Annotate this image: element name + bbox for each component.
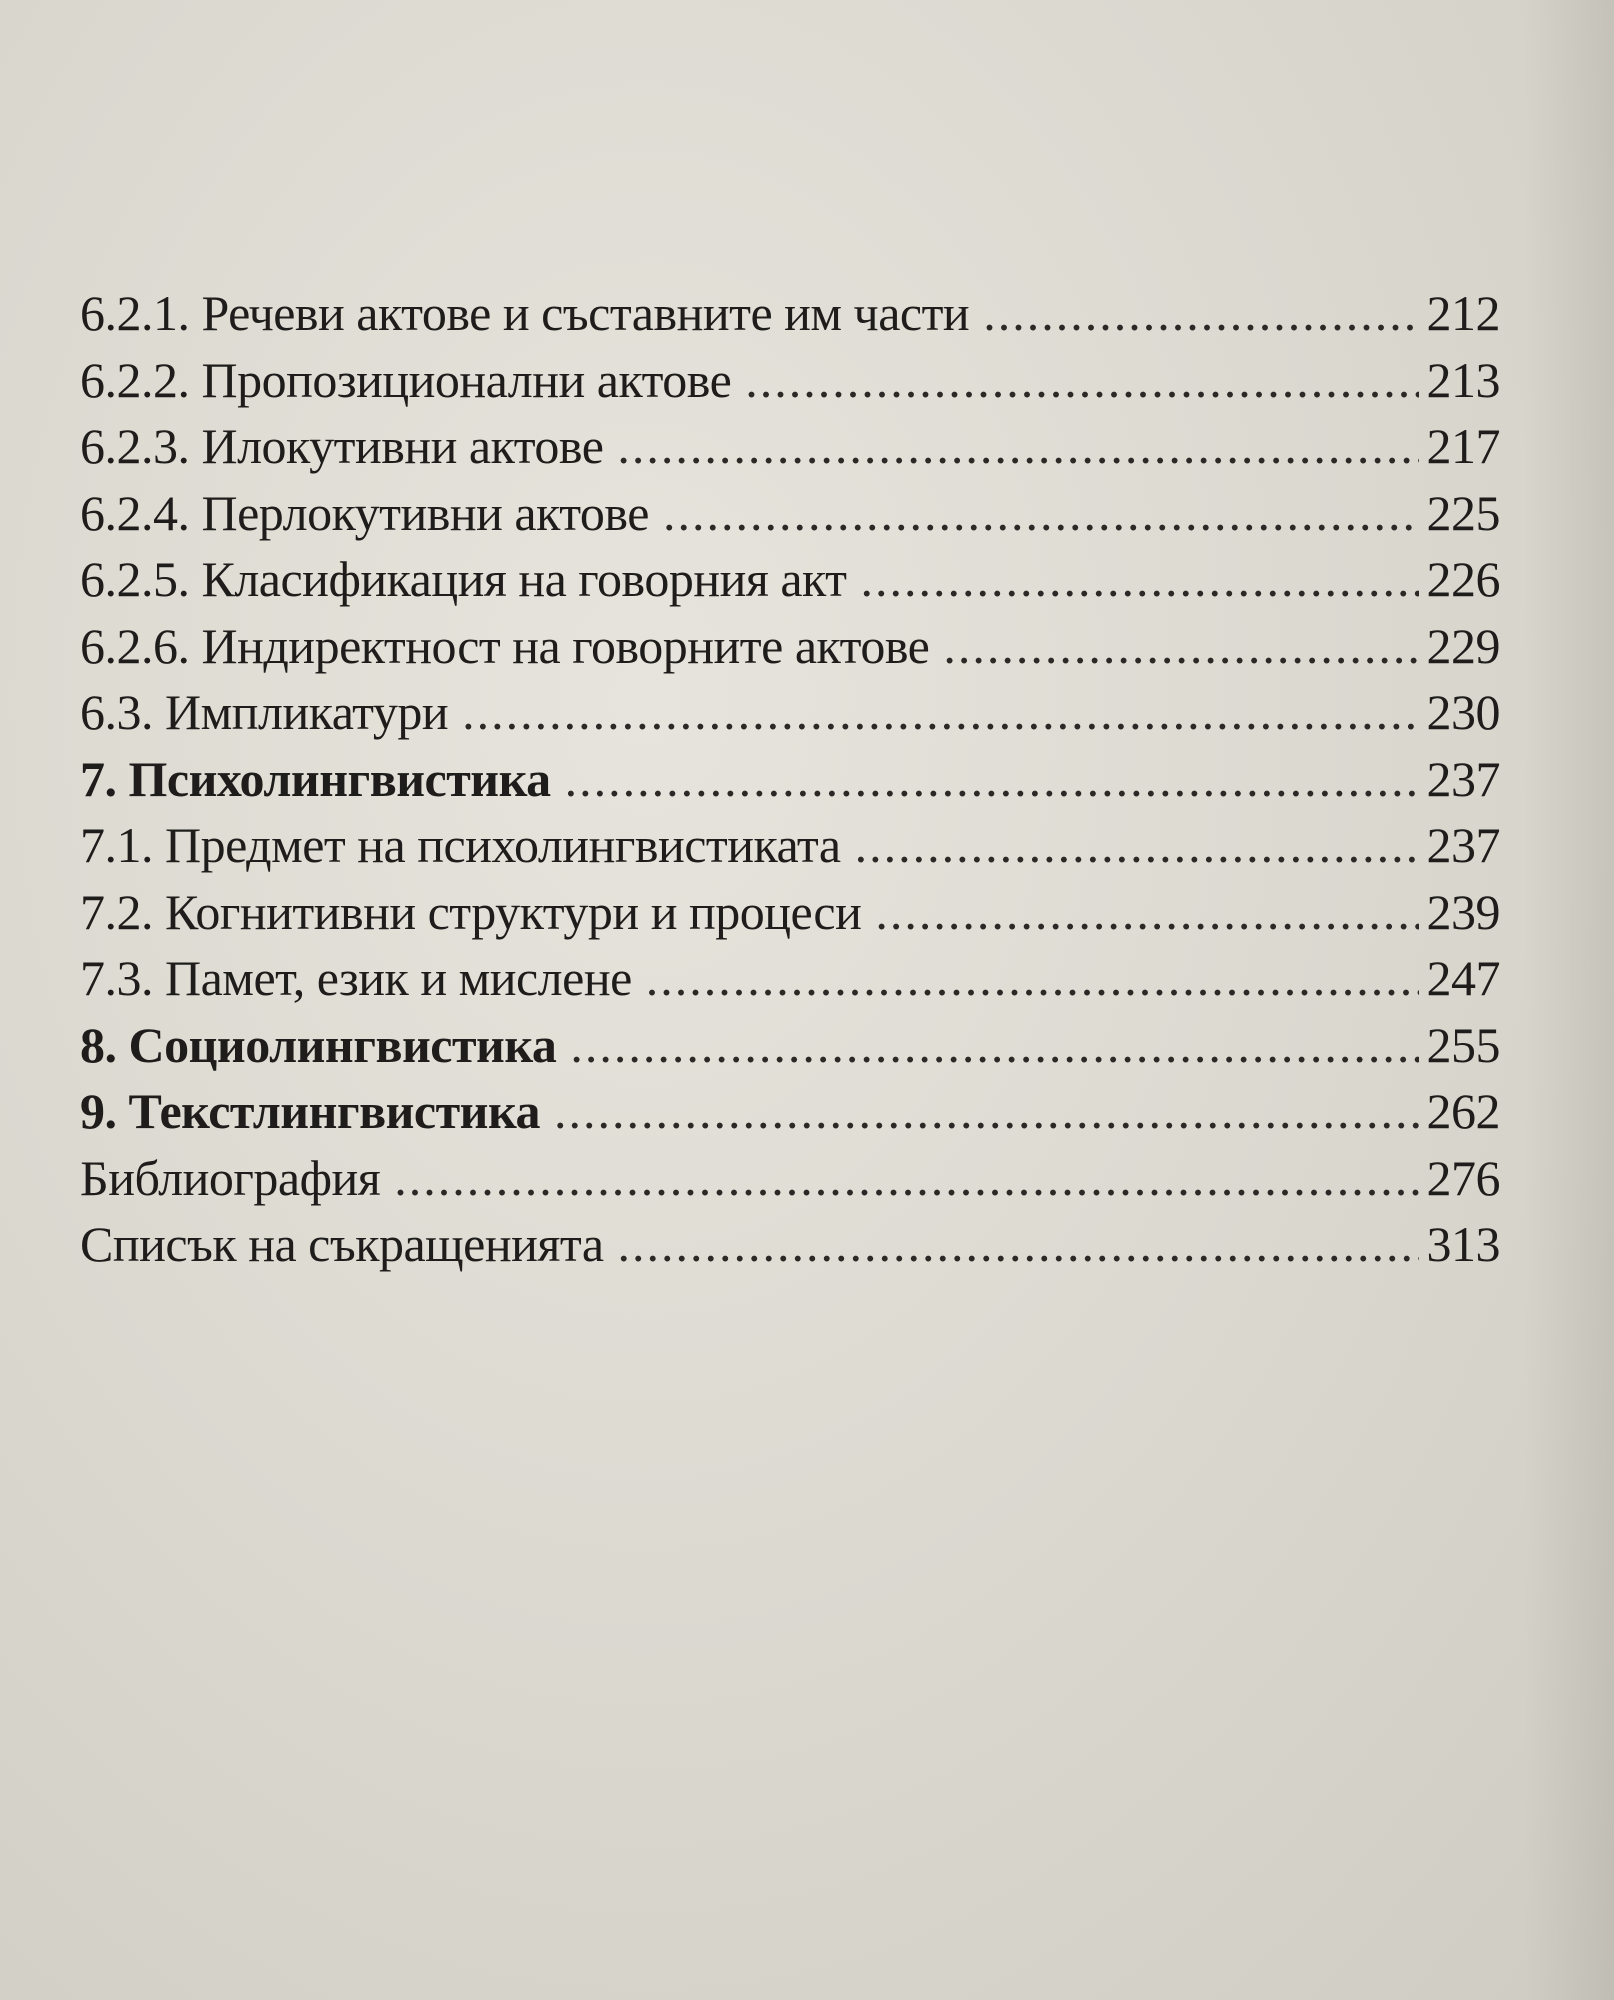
toc-chapter-9	[80, 1078, 1500, 1145]
dot-leader	[618, 1211, 1419, 1278]
dot-leader	[554, 1078, 1418, 1145]
toc-entry-6-2-3	[80, 413, 1500, 480]
toc-entry-page: 229	[1426, 617, 1500, 674]
toc-entry-6-3	[80, 679, 1500, 746]
toc-entry-title: Списък на съкращенията	[80, 1216, 604, 1272]
toc-entry-page: 237	[1426, 817, 1500, 873]
toc-entry-title: 7.1. Предмет на психолингвистиката	[80, 817, 841, 873]
dot-leader	[983, 280, 1418, 347]
toc-chapter-8	[80, 1012, 1500, 1079]
dot-leader	[745, 347, 1418, 414]
toc-entry-page: 313	[1426, 1216, 1500, 1272]
toc-entry-page: 262	[1426, 1083, 1500, 1139]
toc-entry-6-2-2	[80, 347, 1500, 414]
toc-entry-page: 226	[1426, 551, 1500, 607]
page-edge-shadow	[1524, 0, 1614, 2000]
toc-entry-7-2	[80, 879, 1500, 946]
toc-entry-title: 8. Социолингвистика	[80, 1016, 557, 1073]
dot-leader	[565, 746, 1419, 813]
toc-entry-page: 237	[1426, 750, 1500, 807]
toc-entry-title: 7.3. Памет, език и мислене	[80, 950, 632, 1006]
toc-entry-page: 217	[1426, 418, 1500, 474]
toc-entry-page: 225	[1426, 484, 1500, 541]
toc-entry-bibliography	[80, 1145, 1500, 1212]
toc-entry-title: 7.2. Когнитивни структури и процеси	[80, 883, 862, 940]
toc-entry-title: 6.2.1. Речеви актове и съставните им части	[80, 285, 970, 341]
dot-leader	[855, 812, 1419, 879]
toc-entry-7-1	[80, 812, 1500, 879]
toc-entry-7-3	[80, 945, 1500, 1012]
dot-leader	[875, 879, 1418, 946]
toc-entry-title: 6.2.4. Перлокутивни актове	[80, 484, 649, 541]
toc-entry-page: 212	[1426, 285, 1500, 341]
toc-entry-title: 6.3. Импликатури	[80, 684, 449, 740]
dot-leader	[617, 413, 1418, 480]
toc-entry-page: 230	[1426, 684, 1500, 740]
toc-entry-page: 276	[1426, 1149, 1500, 1206]
dot-leader	[861, 546, 1419, 613]
toc-entry-6-2-5	[80, 546, 1500, 613]
toc-entry-abbreviations	[80, 1211, 1500, 1278]
toc-entry-page: 255	[1426, 1016, 1500, 1073]
toc-chapter-7	[80, 746, 1500, 813]
toc-entry-page: 247	[1426, 950, 1500, 1006]
toc-entry-title: 6.2.3. Илокутивни актове	[80, 418, 604, 474]
toc-entry-6-2-1	[80, 280, 1500, 347]
dot-leader	[663, 480, 1419, 547]
dot-leader	[943, 613, 1418, 680]
toc-entry-title: 6.2.5. Класификация на говорния акт	[80, 551, 847, 607]
toc-entry-6-2-6	[80, 613, 1500, 680]
toc-entry-title: 6.2.2. Пропозиционални актове	[80, 351, 732, 408]
dot-leader	[570, 1012, 1418, 1079]
toc-entry-title: 9. Текстлингвистика	[80, 1083, 541, 1139]
toc-entry-title: 6.2.6. Индиректност на говорните актове	[80, 617, 930, 674]
toc-entry-title: 7. Психолингвистика	[80, 750, 551, 807]
dot-leader	[646, 945, 1419, 1012]
toc-entry-title: Библиография	[80, 1149, 381, 1206]
dot-leader	[462, 679, 1418, 746]
toc-entry-page: 213	[1426, 351, 1500, 408]
table-of-contents	[80, 280, 1500, 1278]
toc-entry-6-2-4	[80, 480, 1500, 547]
toc-entry-page: 239	[1426, 883, 1500, 940]
dot-leader	[394, 1145, 1418, 1212]
